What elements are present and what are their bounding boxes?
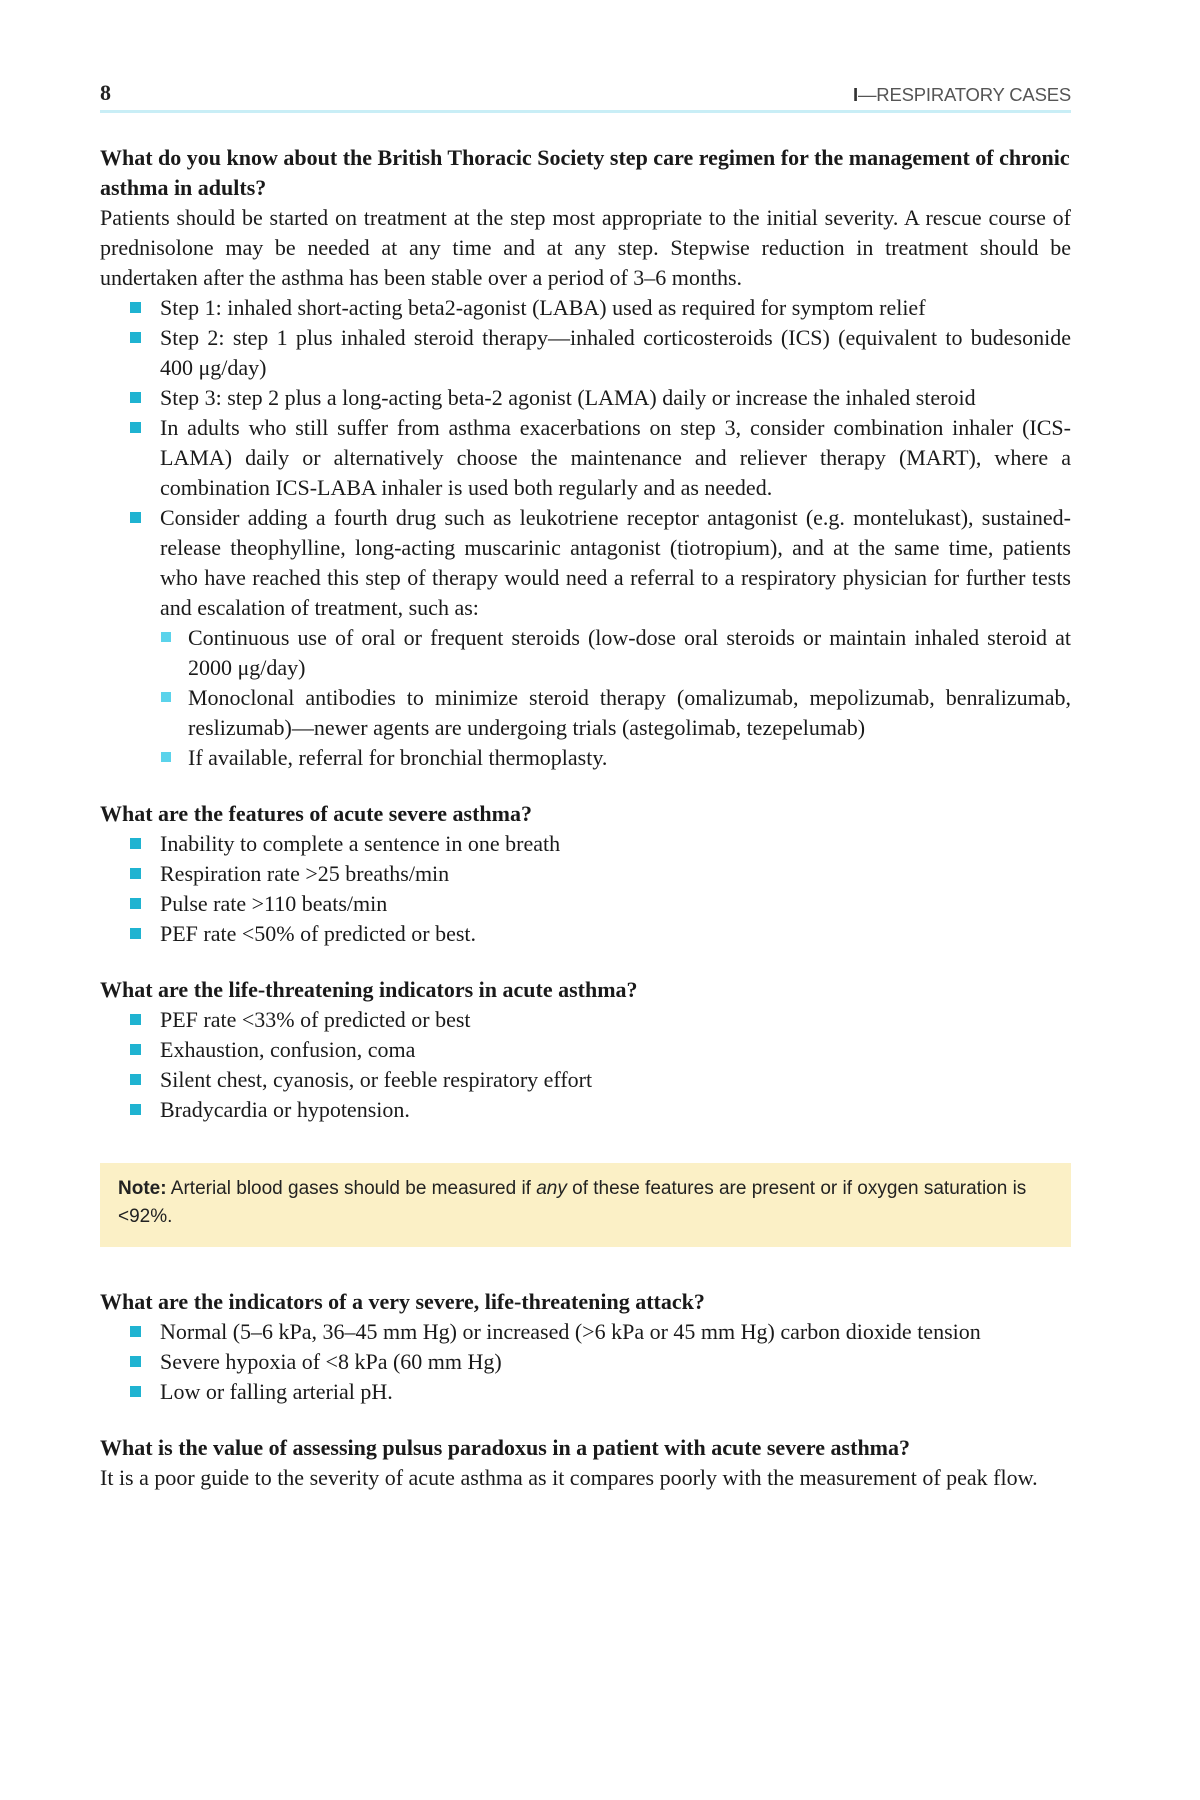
answer-paragraph: It is a poor guide to the severity of acute asthma as it compares poorly with the measurement of peak flow. (100, 1465, 1038, 1490)
square-bullet-icon (130, 422, 141, 433)
list-item (160, 293, 1071, 323)
page-number: 8 (100, 80, 111, 105)
section-title: —RESPIRATORY CASES (858, 84, 1071, 105)
question-heading: What are the features of acute severe asthma? (100, 801, 532, 826)
list-item-text: PEF rate <50% of predicted or best. (160, 921, 477, 946)
list-item (160, 1377, 1071, 1407)
list-item-text: Exhaustion, confusion, coma (160, 1037, 416, 1062)
qa-very-severe-attack (100, 1287, 1071, 1407)
note-text: of these features are present or if oxygen saturation is <92%. (118, 1178, 1027, 1227)
square-bullet-icon (130, 928, 141, 939)
list-item-text: Consider adding a fourth drug such as leukotriene receptor antagonist (e.g. montelukast), sustained-release theophylline, long-acting muscarinic antagonist (tiotropium), and at the same time, patients who have reached this step of therapy would need a referral to a respiratory physician for further tests and escalation of treatment, such as: (160, 505, 1071, 620)
square-bullet-icon (130, 1014, 141, 1025)
square-bullet-icon (130, 392, 141, 403)
list-item (160, 1317, 1071, 1347)
list-item (160, 1005, 1071, 1035)
list-item (160, 1065, 1071, 1095)
sub-list-item-text: Continuous use of oral or frequent steroids (low-dose oral steroids or maintain inhaled steroid at 2000 μg/day) (188, 625, 1071, 680)
note-text: Arterial blood gases should be measured if (166, 1178, 537, 1199)
list-item-text: Step 3: step 2 plus a long-acting beta-2 agonist (LAMA) daily or increase the inhaled steroid (160, 385, 976, 410)
square-bullet-icon (130, 1356, 141, 1367)
list-item-text: PEF rate <33% of predicted or best (160, 1007, 471, 1032)
list-item (160, 1095, 1071, 1125)
sub-list-item (188, 683, 1071, 743)
list-item (160, 859, 1071, 889)
list-item-text: Low or falling arterial pH. (160, 1379, 393, 1404)
sub-list-item (188, 623, 1071, 683)
bullet-list (100, 1005, 1071, 1125)
square-bullet-icon (130, 302, 141, 313)
section-label (853, 84, 1071, 106)
list-item-text: Pulse rate >110 beats/min (160, 891, 388, 916)
bullet-list (100, 1317, 1071, 1407)
square-bullet-icon (130, 512, 141, 523)
list-item (160, 889, 1071, 919)
qa-life-threatening-indicators (100, 975, 1071, 1125)
note-label: Note: (118, 1178, 167, 1199)
list-item (160, 413, 1071, 503)
list-item-text: Step 2: step 1 plus inhaled steroid therapy—inhaled corticosteroids (ICS) (equivalent to budesonide 400 μg/day) (160, 325, 1071, 380)
qa-step-care (100, 143, 1071, 773)
square-bullet-icon (130, 1326, 141, 1337)
list-item-text: Normal (5–6 kPa, 36–45 mm Hg) or increased (>6 kPa or 45 mm Hg) carbon dioxide tension (160, 1319, 981, 1344)
list-item (160, 383, 1071, 413)
list-item-text: Inability to complete a sentence in one breath (160, 831, 561, 856)
list-item-text: Respiration rate >25 breaths/min (160, 861, 450, 886)
sub-list-item (188, 743, 1071, 773)
square-bullet-icon (130, 1104, 141, 1115)
list-item (160, 503, 1071, 773)
square-bullet-icon (161, 752, 171, 762)
square-bullet-icon (161, 632, 171, 642)
qa-pulsus-paradoxus (100, 1433, 1071, 1493)
square-bullet-icon (130, 1044, 141, 1055)
bullet-list (100, 829, 1071, 949)
square-bullet-icon (130, 898, 141, 909)
sub-list-item-text: Monoclonal antibodies to minimize steroid therapy (omalizumab, mepolizumab, benralizumab, reslizumab)—newer agents are undergoing trials (astegolimab, tezepelumab) (188, 685, 1071, 740)
square-bullet-icon (130, 1386, 141, 1397)
list-item-text: In adults who still suffer from asthma exacerbations on step 3, consider combination inhaler (ICS-LAMA) daily or alternatively choose the maintenance and reliever therapy (MART), where a combination ICS-LABA inhaler is used both regularly and as needed. (160, 415, 1071, 500)
list-item (160, 919, 1071, 949)
note-box (100, 1163, 1071, 1247)
question-heading: What are the life-threatening indicators in acute asthma? (100, 977, 638, 1002)
square-bullet-icon (130, 1074, 141, 1085)
answer-paragraph: Patients should be started on treatment at the step most appropriate to the initial severity. A rescue course of prednisolone may be needed at any time and at any step. Stepwise reduction in treatment should be undertaken after the asthma has been stable over a period of 3–6 months. (100, 205, 1071, 290)
list-item (160, 323, 1071, 383)
list-item (160, 1347, 1071, 1377)
note-emphasis: any (536, 1178, 567, 1199)
list-item-text: Bradycardia or hypotension. (160, 1097, 410, 1122)
sub-list-item-text: If available, referral for bronchial thermoplasty. (188, 745, 608, 770)
page-content (100, 70, 1071, 1493)
list-item-text: Silent chest, cyanosis, or feeble respiratory effort (160, 1067, 593, 1092)
square-bullet-icon (130, 838, 141, 849)
square-bullet-icon (161, 692, 171, 702)
list-item-text: Step 1: inhaled short-acting beta2-agonist (LABA) used as required for symptom relief (160, 295, 926, 320)
section-roman: I (853, 84, 858, 105)
bullet-list (100, 293, 1071, 773)
question-heading: What is the value of assessing pulsus paradoxus in a patient with acute severe asthma? (100, 1435, 911, 1460)
question-heading: What are the indicators of a very severe, life-threatening attack? (100, 1289, 705, 1314)
square-bullet-icon (130, 332, 141, 343)
list-item (160, 1035, 1071, 1065)
running-head (100, 70, 1071, 113)
qa-acute-severe-features (100, 799, 1071, 949)
square-bullet-icon (130, 868, 141, 879)
question-heading: What do you know about the British Thoracic Society step care regimen for the management of chronic asthma in adults? (100, 145, 1070, 200)
list-item (160, 829, 1071, 859)
sub-bullet-list (160, 623, 1071, 773)
list-item-text: Severe hypoxia of <8 kPa (60 mm Hg) (160, 1349, 502, 1374)
